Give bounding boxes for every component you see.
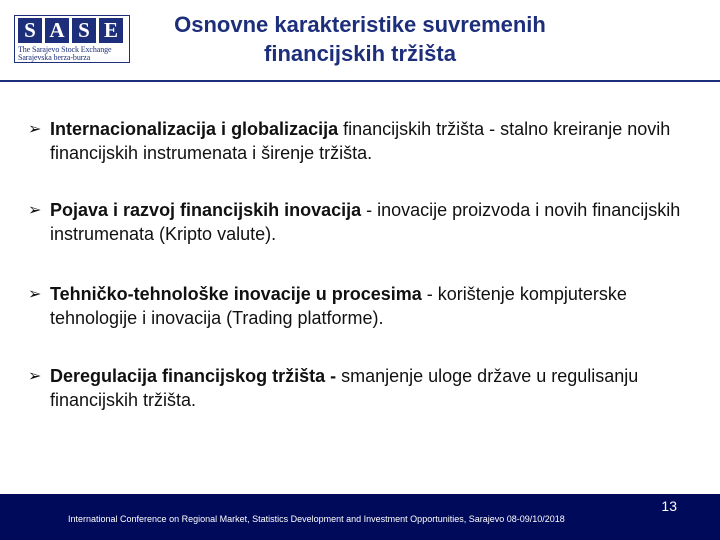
bullet-term: Tehničko-tehnološke inovacije u procesima xyxy=(50,284,422,304)
arrow-bullet-icon: ➢ xyxy=(28,200,42,219)
logo-subtitle-local: Sarajevska berza-burza xyxy=(18,53,91,62)
logo-letter: E xyxy=(99,18,123,43)
logo-letters xyxy=(18,18,123,43)
bullet-description: - inovacije proizvoda i novih financijskih instrumenata (Kripto valute). xyxy=(50,200,681,244)
logo-letter: S xyxy=(18,18,42,43)
slide-title xyxy=(150,10,570,68)
slide-title-line-2: financijskih tržišta xyxy=(264,41,456,66)
slide-title-line-1: Osnovne karakteristike suvremenih xyxy=(174,12,546,37)
bullet-item xyxy=(28,117,708,165)
bullet-item xyxy=(28,282,708,330)
bullet-term: Deregulacija financijskog tržišta - xyxy=(50,366,337,386)
logo-subtitle-english: The Sarajevo Stock Exchange xyxy=(18,45,112,54)
bullet-term: Pojava i razvoj financijskih inovacija xyxy=(50,200,362,220)
logo-letter: A xyxy=(45,18,69,43)
page-number: 13 xyxy=(661,498,677,514)
footer-bar xyxy=(0,494,720,540)
arrow-bullet-icon: ➢ xyxy=(28,366,42,385)
bullet-text xyxy=(50,198,708,246)
footer-conference-text: International Conference on Regional Market, Statistics Development and Investment Opportunities, Sarajevo 08-09/10/2018 xyxy=(68,514,565,524)
title-divider xyxy=(0,80,720,82)
arrow-bullet-icon: ➢ xyxy=(28,284,42,303)
bullet-description: smanjenje uloge države u regulisanju financijskih tržišta. xyxy=(50,366,639,410)
sase-logo xyxy=(14,15,130,63)
bullet-term: Internacionalizacija i globalizacija xyxy=(50,119,339,139)
bullet-description: - korištenje kompjuterske tehnologije i inovacija (Trading platforme). xyxy=(50,284,627,328)
bullet-description: financijskih tržišta - stalno kreiranje novih financijskih instrumenata i širenje tržišta. xyxy=(50,119,671,163)
bullet-text xyxy=(50,282,708,330)
bullet-text xyxy=(50,117,708,165)
logo-letter: S xyxy=(72,18,96,43)
arrow-bullet-icon: ➢ xyxy=(28,119,42,138)
bullet-item xyxy=(28,364,708,412)
bullet-text xyxy=(50,364,708,412)
bullet-item xyxy=(28,198,708,246)
